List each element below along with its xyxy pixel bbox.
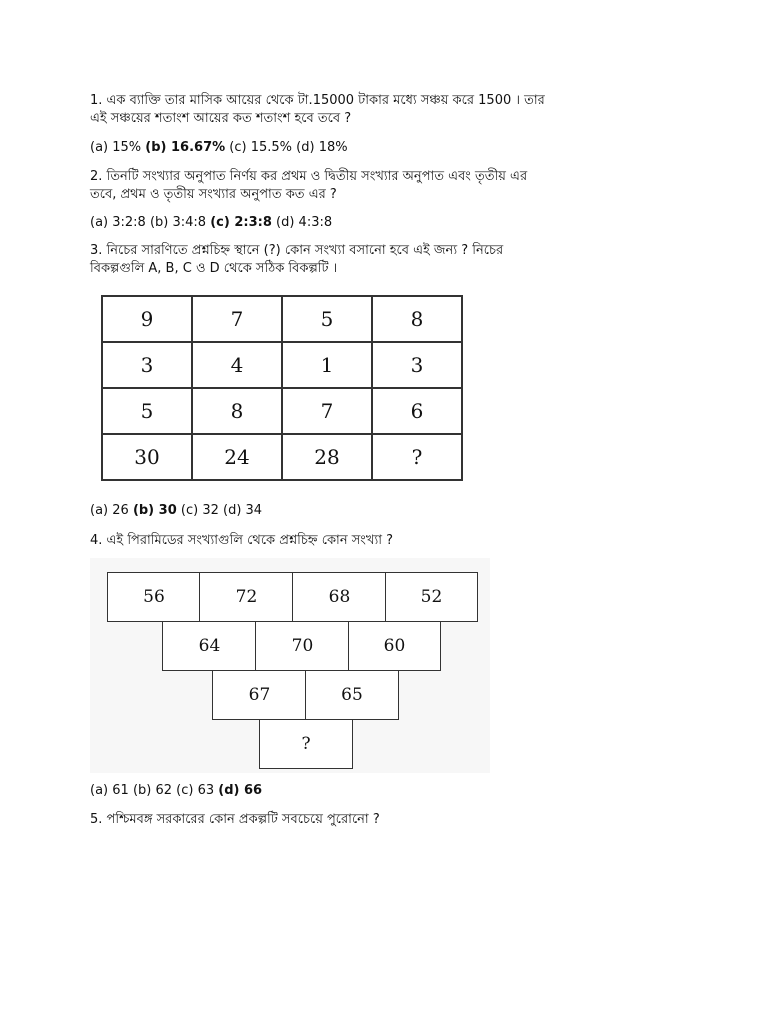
grid-cell: 3: [372, 342, 462, 388]
grid-row: [102, 296, 462, 342]
option-d: (d) 34: [223, 503, 263, 518]
grid-cell: 8: [192, 388, 282, 434]
question-3-line-1: 3. নিচের সারণিতে প্রশ্নচিহ্ন স্থানে (?) কোন সংখ্যা বসানো হবে এই জন্য ? নিচের: [90, 243, 504, 258]
grid-cell: 9: [102, 296, 192, 342]
question-3-line-2: বিকল্পগুলি A, B, C ও D থেকে সঠিক বিকল্পটি ।: [90, 261, 338, 276]
question-5-text: [90, 811, 680, 829]
question-2-options: [90, 214, 332, 232]
grid-cell: 30: [102, 434, 192, 480]
grid-cell: 24: [192, 434, 282, 480]
option-a: (a) 15%: [90, 140, 142, 155]
question-1-line-2: এই সঞ্চয়ের শতাংশ আয়ের কত শতাংশ হবে তবে ?: [90, 111, 352, 126]
grid-cell: 7: [282, 388, 372, 434]
question-1-options: [90, 139, 348, 157]
option-c: (c) 32: [180, 503, 219, 518]
question-3-text: [90, 242, 680, 278]
grid-cell: 6: [372, 388, 462, 434]
pyramid-cell: 72: [199, 572, 294, 622]
grid-cell: ?: [372, 434, 462, 480]
pyramid-cell: 64: [162, 621, 257, 671]
question-1-line-1: 1. এক ব্যাক্তি তার মাসিক আয়ের থেকে টা.15000 টাকার মধ্যে সঞ্চয় করে 1500 । তার: [90, 93, 545, 108]
grid-cell: 1: [282, 342, 372, 388]
grid-cell: 3: [102, 342, 192, 388]
question-4-line-1: 4. এই পিরামিডের সংখ্যাগুলি থেকে প্রশ্নচিহ্ন কোন সংখ্যা ?: [90, 533, 394, 548]
question-1-text: [90, 92, 680, 128]
question-4-text: [90, 532, 680, 550]
question-3-options: [90, 502, 262, 520]
option-b-correct: (b) 16.67%: [145, 140, 226, 155]
grid-cell: 4: [192, 342, 282, 388]
grid-row: [102, 388, 462, 434]
number-grid: [101, 295, 463, 481]
pyramid-cell: 52: [385, 572, 478, 622]
pyramid-cell: 60: [348, 621, 441, 671]
option-c-correct: (c) 2:3:8: [210, 215, 272, 230]
grid-cell: 5: [282, 296, 372, 342]
option-b-correct: (b) 30: [132, 503, 177, 518]
pyramid-cell: 67: [212, 670, 307, 720]
question-2-line-2: তবে, প্রথম ও তৃতীয় সংখ্যার অনুপাত কত এর ?: [90, 187, 337, 202]
grid-cell: 7: [192, 296, 282, 342]
option-a: (a) 26: [90, 503, 129, 518]
option-c: (c) 15.5%: [229, 140, 293, 155]
option-a: (a) 61: [90, 783, 129, 798]
grid-cell: 8: [372, 296, 462, 342]
option-b: (b) 62: [132, 783, 173, 798]
option-d: (d) 4:3:8: [276, 215, 333, 230]
pyramid-cell: 70: [255, 621, 350, 671]
pyramid-cell: 56: [107, 572, 201, 622]
option-a: (a) 3:2:8: [90, 215, 146, 230]
question-2-line-1: 2. তিনটি সংখ্যার অনুপাত নির্ণয় কর প্রথম ও দ্বিতীয় সংখ্যার অনুপাত এবং তৃতীয় এর: [90, 169, 528, 184]
question-4-options: [90, 782, 262, 800]
grid-cell: 28: [282, 434, 372, 480]
pyramid-cell-unknown: ?: [259, 719, 353, 769]
grid-row: [102, 342, 462, 388]
option-d-correct: (d) 66: [218, 783, 263, 798]
option-c: (c) 63: [176, 783, 215, 798]
question-2-text: [90, 168, 680, 204]
grid-row: [102, 434, 462, 480]
grid-cell: 5: [102, 388, 192, 434]
pyramid-cell: 65: [305, 670, 399, 720]
pyramid-cell: 68: [292, 572, 387, 622]
option-d: (d) 18%: [296, 140, 348, 155]
question-5-line-1: 5. পশ্চিমবঙ্গ সরকারের কোন প্রকল্পটি সবচেয়ে পুরোনো ?: [90, 812, 380, 827]
option-b: (b) 3:4:8: [149, 215, 207, 230]
